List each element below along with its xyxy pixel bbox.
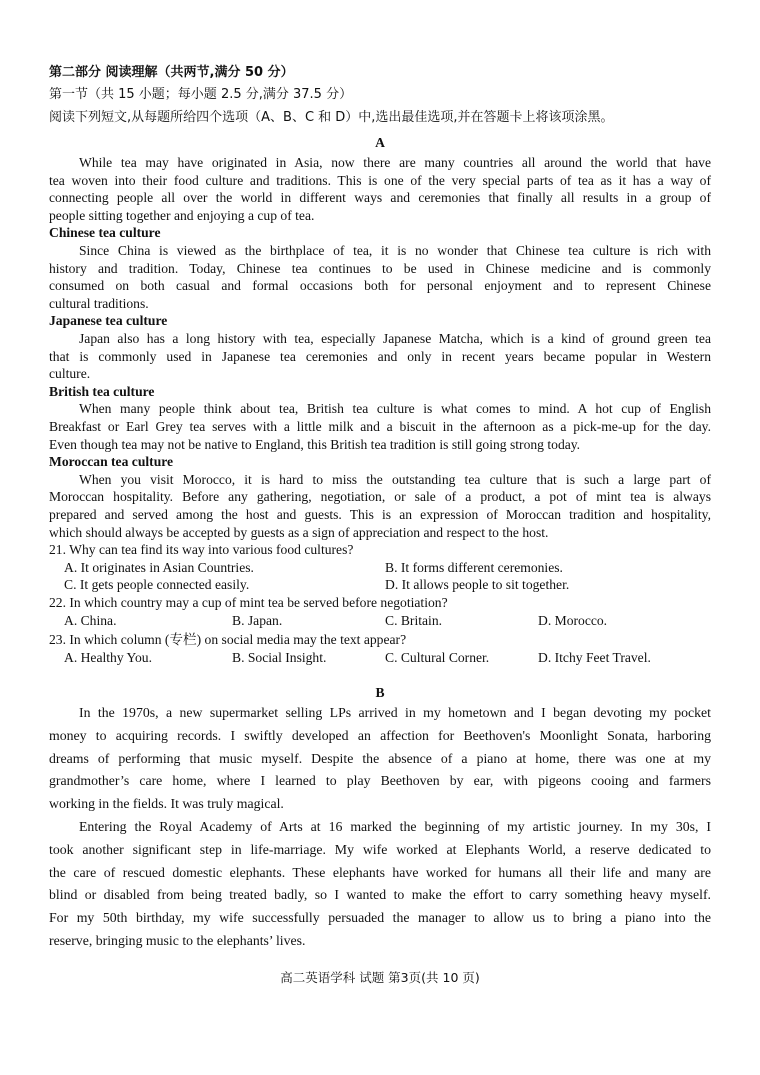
answer-option[interactable]: A. It originates in Asian Countries. bbox=[64, 559, 254, 575]
paragraph-line: culture. bbox=[49, 366, 91, 382]
paragraph-line: cultural traditions. bbox=[49, 295, 149, 311]
page-footer: 高二英语学科 试题 第3页(共 10 页) bbox=[280, 970, 480, 985]
answer-option[interactable]: D. It allows people to sit together. bbox=[385, 577, 570, 593]
paragraph-line: tea woven into their food culture and traditions. This is one of the very special parts of tea as it has a way of bbox=[49, 172, 711, 188]
paragraph-line: In the 1970s, a new supermarket selling LPs arrived in my hometown and I began devoting my pocket bbox=[79, 705, 711, 720]
answer-option[interactable]: A. China. bbox=[64, 612, 117, 628]
paragraph-line: Entering the Royal Academy of Arts at 16 marked the beginning of my artistic journey. In my 30s, I bbox=[79, 819, 711, 834]
answer-option[interactable]: D. Morocco. bbox=[538, 612, 608, 628]
paragraph-line: which should always be accepted by guests as a sign of appreciation and respect to the host. bbox=[49, 524, 549, 540]
paragraph-line: grandmother’s care home, where I learned to play Beethoven by ear, with pigeons cooing and farmers bbox=[49, 773, 711, 789]
paragraph-line: working in the fields. It was truly magical. bbox=[49, 796, 284, 812]
paragraph-line: Since China is viewed as the birthplace of tea, it is no wonder that Chinese tea culture is rich with bbox=[79, 243, 711, 258]
paragraph-line: blind or disabled from being treated badly, so I wanted to make the effort to carry something heavy myself. bbox=[49, 887, 711, 903]
paragraph-line: money to acquiring records. I swiftly developed an affection for Beethoven's Moonlight Sonata, harboring bbox=[49, 727, 711, 743]
question-stem: 22. In which country may a cup of mint tea be served before negotiation? bbox=[49, 595, 448, 610]
paragraph-line: While tea may have originated in Asia, now there are many countries all around the world that have bbox=[79, 155, 711, 170]
passage-a-label: A bbox=[375, 135, 385, 150]
paragraph-line: When you visit Morocco, it is hard to miss the outstanding tea culture that is such a large part of bbox=[79, 471, 711, 487]
section-heading: Moroccan tea culture bbox=[49, 454, 174, 470]
paragraph-line: Breakfast or Earl Grey tea serves with a little milk and a biscuit in the afternoon as a pick-me-up for the day. bbox=[49, 419, 711, 434]
section-heading: British tea culture bbox=[49, 383, 155, 399]
answer-option[interactable]: C. Cultural Corner. bbox=[385, 650, 490, 665]
paragraph-line: Even though tea may not be native to England, this British tea tradition is still going strong today. bbox=[49, 436, 581, 452]
passage-b-label: B bbox=[375, 685, 385, 700]
paragraph-line: prepared and served among the host and guests. This is an expression of Moroccan tradition and hospitality, bbox=[49, 507, 711, 522]
paragraph-line: connecting people all over the world in different ways and ceremonies that finally all results in a group of bbox=[49, 190, 711, 206]
answer-option[interactable]: B. It forms different ceremonies. bbox=[385, 559, 563, 575]
instructions: 阅读下列短文,从每题所给四个选项（A、B、C 和 D）中,选出最佳选项,并在答题卡上将该项涂黑。 bbox=[49, 110, 614, 125]
answer-option[interactable]: D. Itchy Feet Travel. bbox=[538, 650, 651, 665]
answer-option[interactable]: B. Japan. bbox=[232, 612, 283, 628]
section-heading: Japanese tea culture bbox=[49, 313, 168, 329]
paragraph-line: history and tradition. Today, Chinese tea continues to be used in Chinese medicine and is commonly bbox=[49, 260, 711, 276]
answer-option[interactable]: C. Britain. bbox=[385, 612, 443, 628]
paragraph-line: that is commonly used in Japanese tea ceremonies and only in recent years became popular in Western bbox=[49, 348, 711, 364]
part-title: 第二部分 阅读理解（共两节,满分 50 分） bbox=[49, 65, 294, 80]
section-heading: Chinese tea culture bbox=[49, 225, 161, 241]
paragraph-line: the care of rescued domestic elephants. These elephants have worked for humans all their life and many are bbox=[49, 864, 711, 880]
paragraph-line: dreams of performing that music myself. Despite the absence of a piano at home, there was one at my bbox=[49, 750, 711, 766]
question-stem: 21. Why can tea find its way into various food cultures? bbox=[49, 542, 354, 558]
question-stem: 23. In which column (专栏) on social media may the text appear? bbox=[49, 631, 407, 647]
answer-option[interactable]: A. Healthy You. bbox=[64, 650, 152, 665]
answer-option[interactable]: C. It gets people connected easily. bbox=[64, 577, 250, 593]
paragraph-line: Moroccan hospitality. Before any gathering, negotiation, or sale of a product, a pot of mint tea is always bbox=[49, 489, 711, 505]
paragraph-line: consumed on both casual and formal occasions both for personal enjoyment and to represent Chinese bbox=[49, 278, 711, 294]
paragraph-line: people sitting together and enjoying a cup of tea. bbox=[49, 207, 315, 223]
paragraph-line: Japan also has a long history with tea, especially Japanese Matcha, which is a kind of ground green tea bbox=[79, 331, 711, 346]
paragraph-line: reserve, bringing music to the elephants’ lives. bbox=[49, 933, 306, 948]
paragraph-line: For my 50th birthday, my wife successfully persuaded the manager to allow us to bring a piano into the bbox=[49, 910, 711, 926]
answer-option[interactable]: B. Social Insight. bbox=[232, 650, 327, 665]
paragraph-line: took another significant step in life-marriage. My wife worked at Elephants World, a reserve dedicated to bbox=[49, 841, 711, 857]
paragraph-line: When many people think about tea, British tea culture is what comes to mind. A hot cup of English bbox=[79, 401, 711, 417]
section-title: 第一节（共 15 小题；每小题 2.5 分,满分 37.5 分） bbox=[49, 87, 353, 102]
